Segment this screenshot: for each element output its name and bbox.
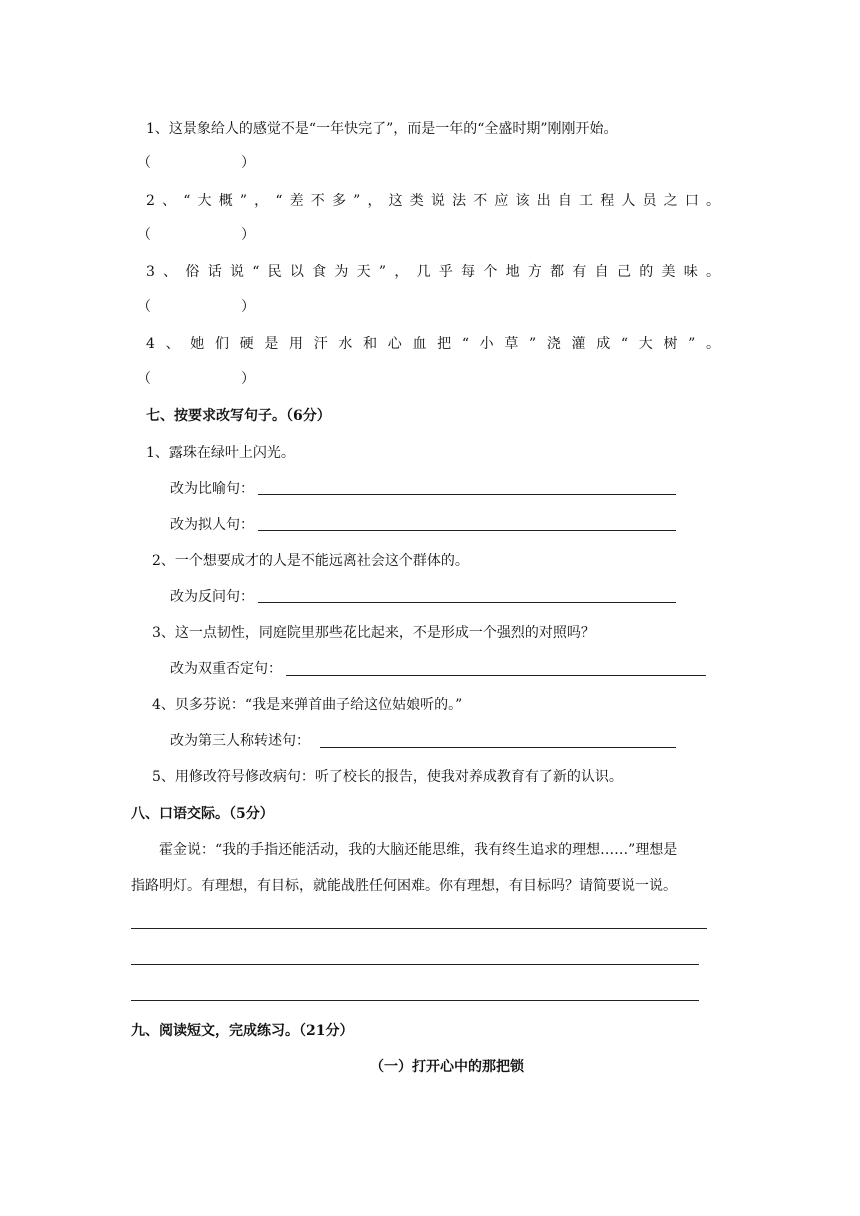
section-8-paragraph-line-1: 霍金说：“我的手指还能活动，我的大脑还能思维，我有终生追求的理想……”理想是	[159, 842, 678, 858]
q7-4-text: 4、贝多芬说：“我是来弹首曲子给这位姑娘听的。”	[152, 697, 463, 713]
q7-2-answer-a[interactable]	[258, 602, 676, 603]
answer-paren-4[interactable]	[137, 369, 257, 389]
item-3-text: 3、俗话说“民以食为天”，几乎每个地方都有自己的美味。	[146, 264, 720, 280]
section-8-paragraph-line-2: 指路明灯。有理想，有目标，就能战胜任何困难。你有理想，有目标吗？请简要说一说。	[131, 878, 677, 894]
section-9-heading: 九、阅读短文，完成练习。（21分）	[131, 1023, 354, 1039]
paren-close: ）	[241, 371, 255, 387]
paren-open: （	[137, 299, 151, 315]
item-1-text: 1、这景象给人的感觉不是“一年快完了”，而是一年的“全盛时期”刚刚开始。	[146, 121, 618, 137]
q7-5-text: 5、用修改符号修改病句：听了校长的报告，使我对养成教育有了新的认识。	[152, 769, 623, 785]
q7-1-label-b: 改为拟人句：	[170, 517, 254, 533]
section-8-answer-line-1[interactable]	[131, 928, 707, 929]
q7-4-answer-a[interactable]	[320, 747, 676, 748]
section-8-answer-line-3[interactable]	[131, 1000, 699, 1001]
q7-2-label-a: 改为反问句：	[170, 589, 254, 605]
q7-3-answer-a[interactable]	[286, 675, 706, 676]
q7-1-answer-b[interactable]	[258, 530, 676, 531]
item-4-text: 4、她们硬是用汗水和心血把“小草”浇灌成“大树”。	[146, 336, 720, 352]
q7-1-text: 1、露珠在绿叶上闪光。	[146, 445, 295, 461]
section-8-heading: 八、口语交际。（5分）	[131, 806, 274, 822]
paren-close: ）	[241, 155, 255, 171]
q7-2-text: 2、一个想要成才的人是不能远离社会这个群体的。	[152, 553, 469, 569]
paren-close: ）	[241, 299, 255, 315]
paren-open: （	[137, 227, 151, 243]
paren-open: （	[137, 371, 151, 387]
answer-paren-2[interactable]	[137, 225, 257, 245]
q7-1-label-a: 改为比喻句：	[170, 481, 254, 497]
paren-open: （	[137, 155, 151, 171]
answer-paren-3[interactable]	[137, 297, 257, 317]
q7-4-label-a: 改为第三人称转述句：	[170, 733, 310, 749]
paren-close: ）	[241, 227, 255, 243]
section-8-answer-line-2[interactable]	[131, 964, 699, 965]
section-7-heading: 七、按要求改写句子。（6分）	[146, 408, 331, 424]
q7-1-answer-a[interactable]	[258, 494, 676, 495]
q7-3-text: 3、这一点韧性，同庭院里那些花比起来，不是形成一个强烈的对照吗？	[152, 625, 595, 641]
reading-passage-title: （一）打开心中的那把锁	[370, 1059, 524, 1075]
answer-paren-1[interactable]	[137, 153, 257, 173]
q7-3-label-a: 改为双重否定句：	[170, 661, 282, 677]
item-2-text: 2、“大概”，“差不多”，这类说法不应该出自工程人员之口。	[146, 193, 720, 209]
